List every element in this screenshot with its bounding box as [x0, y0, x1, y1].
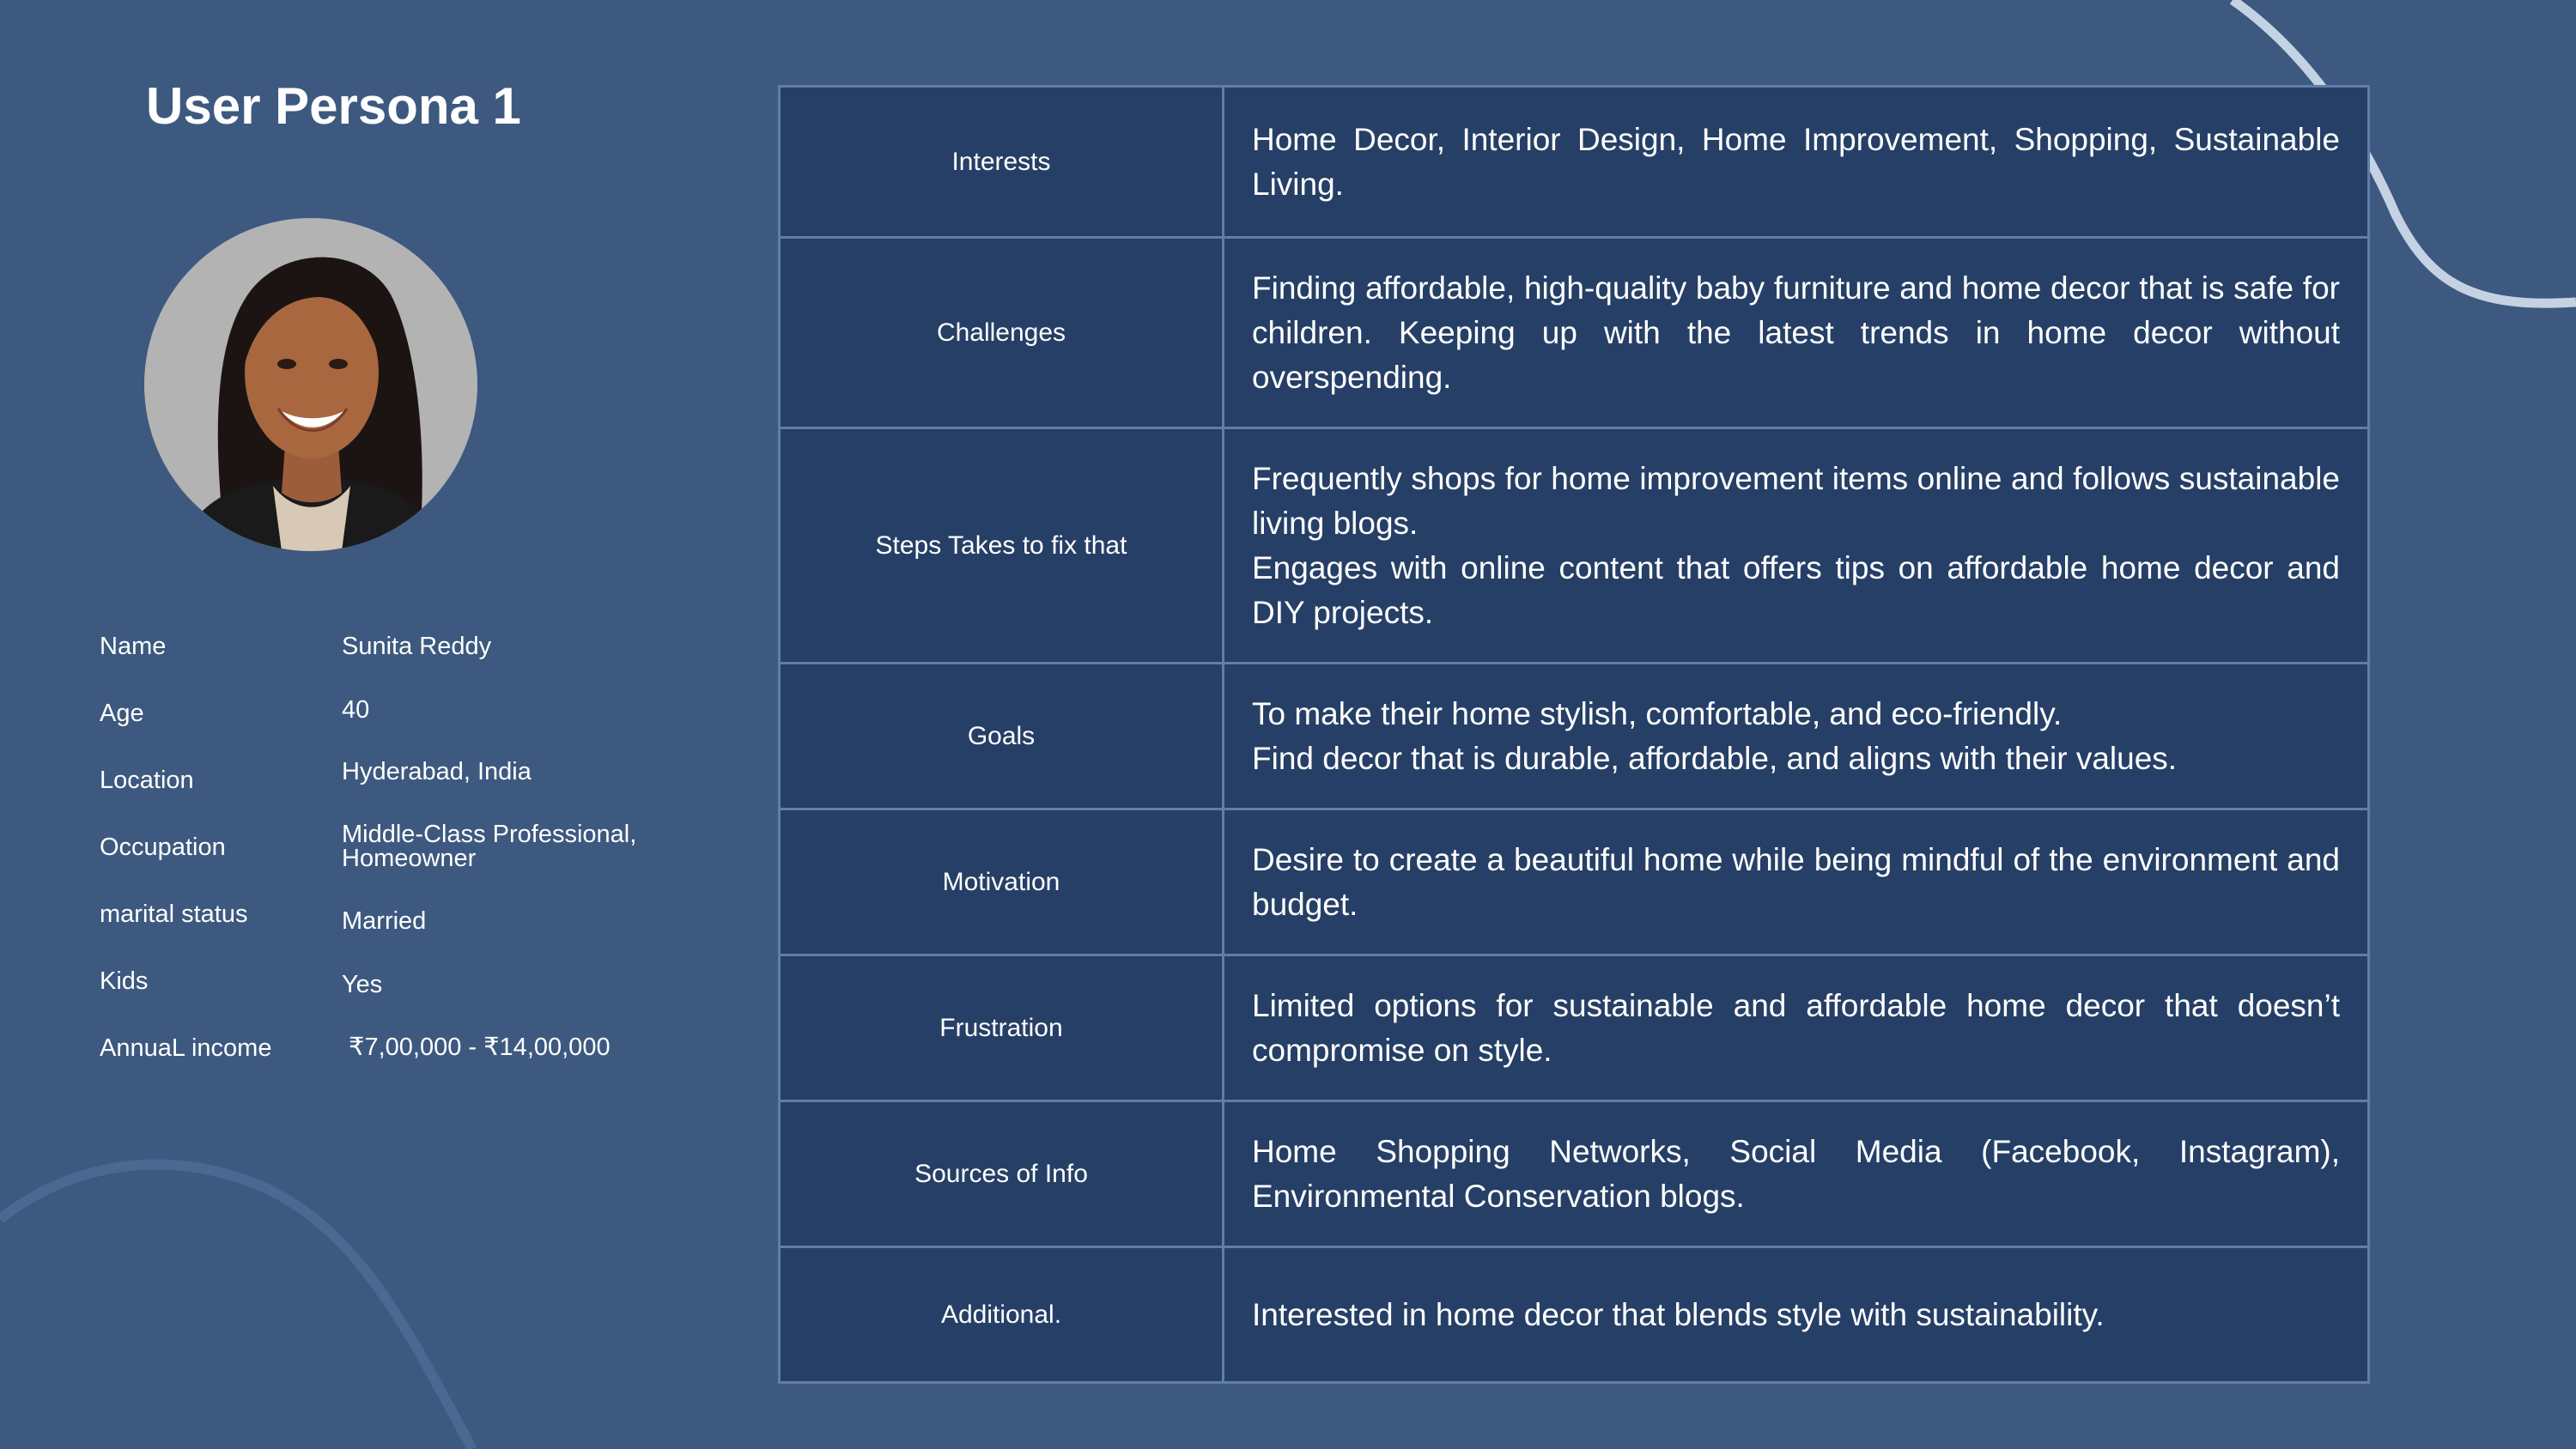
sources-value	[1224, 1101, 2369, 1247]
table-row	[780, 955, 2369, 1101]
occupation-value	[342, 822, 636, 870]
table-row	[780, 809, 2369, 955]
additional-value	[1224, 1247, 2369, 1383]
annual-income-value: ₹7,00,000 - ₹14,00,000	[349, 1034, 611, 1061]
challenges-label: Challenges	[780, 238, 1224, 428]
steps-text-2: Engages with online content that offers tips on affordable home decor and DIY projects.	[1252, 549, 2340, 630]
table-row	[780, 664, 2369, 809]
table-row	[780, 428, 2369, 664]
table-row	[780, 1247, 2369, 1383]
motivation-value	[1224, 809, 2369, 955]
challenges-value	[1224, 238, 2369, 428]
kids-label: Kids	[100, 967, 149, 995]
location-label: Location	[100, 767, 194, 794]
frustration-value	[1224, 955, 2369, 1101]
table-row	[780, 238, 2369, 428]
persona-table	[778, 85, 2370, 1384]
frustration-text: Limited options for sustainable and affordable home decor that doesn’t compromise on style.	[1252, 987, 2340, 1068]
interests-label: Interests	[780, 87, 1224, 238]
challenges-text: Finding affordable, high-quality baby furniture and home decor that is safe for children. Keeping up with the latest trends in home decor without overspending.	[1252, 270, 2340, 395]
annual-income-label: AnnuaL income	[100, 1034, 272, 1062]
table-row	[780, 87, 2369, 238]
interests-text: Home Decor, Interior Design, Home Improvement, Shopping, Sustainable Living.	[1252, 121, 2340, 202]
additional-text: Interested in home decor that blends style with sustainability.	[1252, 1296, 2105, 1332]
interests-value	[1224, 87, 2369, 238]
goals-value	[1224, 664, 2369, 809]
page-title: User Persona 1	[146, 77, 521, 135]
motivation-label: Motivation	[780, 809, 1224, 955]
occupation-label: Occupation	[100, 834, 226, 861]
profile-details	[100, 0, 752, 1449]
sources-text: Home Shopping Networks, Social Media (Facebook, Instagram), Environmental Conservation blogs.	[1252, 1133, 2340, 1214]
goals-text-2: Find decor that is durable, affordable, and aligns with their values.	[1252, 740, 2178, 776]
marital-status-value: Married	[342, 907, 427, 935]
additional-label: Additional.	[780, 1247, 1224, 1383]
occupation-value-line-1: Middle-Class Professional,	[342, 821, 637, 848]
frustration-label: Frustration	[780, 955, 1224, 1101]
steps-label: Steps Takes to fix that	[780, 428, 1224, 664]
marital-status-label: marital status	[100, 900, 248, 928]
age-value: 40	[342, 696, 370, 724]
name-value: Sunita Reddy	[342, 633, 492, 660]
name-label: Name	[100, 633, 167, 660]
age-label: Age	[100, 700, 144, 727]
motivation-text: Desire to create a beautiful home while being mindful of the environment and budget.	[1252, 841, 2340, 922]
steps-value	[1224, 428, 2369, 664]
steps-text-1: Frequently shops for home improvement items online and follows sustainable living blogs.	[1252, 460, 2340, 541]
occupation-value-line-2: Homeowner	[342, 845, 477, 872]
kids-value: Yes	[342, 971, 383, 998]
table-row	[780, 1101, 2369, 1247]
goals-label: Goals	[780, 664, 1224, 809]
sources-label: Sources of Info	[780, 1101, 1224, 1247]
location-value: Hyderabad, India	[342, 758, 532, 785]
goals-text-1: To make their home stylish, comfortable, and eco-friendly.	[1252, 695, 2063, 731]
